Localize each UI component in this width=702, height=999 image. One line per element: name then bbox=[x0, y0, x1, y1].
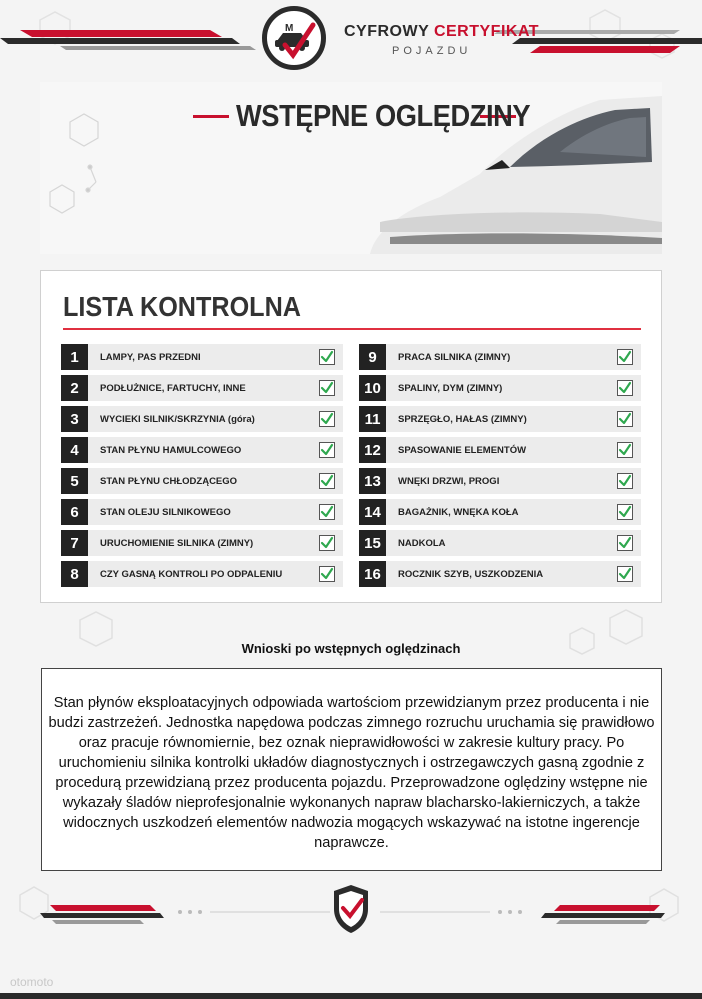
checkbox bbox=[319, 442, 335, 458]
checklist-number: 11 bbox=[359, 406, 386, 432]
checklist-number: 9 bbox=[359, 344, 386, 370]
checklist-row bbox=[61, 437, 343, 463]
checkmark-icon bbox=[320, 567, 334, 581]
checklist-number: 16 bbox=[359, 561, 386, 587]
checklist-column-left bbox=[61, 344, 343, 592]
checklist-row bbox=[61, 499, 343, 525]
checklist-number: 12 bbox=[359, 437, 386, 463]
checkbox bbox=[617, 411, 633, 427]
checklist-label: PRACA SILNIKA (ZIMNY) bbox=[398, 351, 511, 363]
brand-subtitle: POJAZDU bbox=[392, 45, 472, 57]
conclusions-title: Wnioski po wstępnych oględzinach bbox=[241, 641, 461, 656]
checklist-row bbox=[61, 468, 343, 494]
checklist-row bbox=[61, 406, 343, 432]
checklist-label: WYCIEKI SILNIK/SKRZYNIA (góra) bbox=[100, 413, 255, 425]
checklist-number: 3 bbox=[61, 406, 88, 432]
checkmark-icon bbox=[320, 536, 334, 550]
hero-banner bbox=[40, 82, 662, 254]
checkmark-icon bbox=[320, 474, 334, 488]
checklist-number: 4 bbox=[61, 437, 88, 463]
checkmark-icon bbox=[320, 350, 334, 364]
checklist-row bbox=[61, 530, 343, 556]
checkbox bbox=[319, 473, 335, 489]
checklist-label: SPRZĘGŁO, HAŁAS (ZIMNY) bbox=[398, 413, 527, 425]
checklist-column-right bbox=[359, 344, 641, 592]
checklist-label: SPASOWANIE ELEMENTÓW bbox=[398, 444, 527, 456]
checkbox bbox=[617, 535, 633, 551]
checklist-row bbox=[359, 344, 641, 370]
checklist-number: 13 bbox=[359, 468, 386, 494]
checklist-number: 10 bbox=[359, 375, 386, 401]
checkbox bbox=[617, 442, 633, 458]
checklist-label: PODŁUŻNICE, FARTUCHY, INNE bbox=[100, 382, 246, 394]
checklist-label: ROCZNIK SZYB, USZKODZENIA bbox=[398, 568, 544, 580]
header bbox=[0, 0, 702, 80]
checklist-number: 6 bbox=[61, 499, 88, 525]
brand-name-part1: CYFROWY bbox=[344, 23, 429, 40]
checklist-number: 2 bbox=[61, 375, 88, 401]
checklist-row bbox=[359, 499, 641, 525]
checklist-panel bbox=[40, 270, 662, 603]
checkbox bbox=[319, 535, 335, 551]
checklist-number: 14 bbox=[359, 499, 386, 525]
checkmark-icon bbox=[618, 567, 632, 581]
brand-name-part2: CERTYFIKAT bbox=[433, 23, 540, 40]
hex-background bbox=[0, 608, 702, 668]
footer-decoration bbox=[0, 875, 702, 950]
checklist-number: 5 bbox=[61, 468, 88, 494]
checkmark-icon bbox=[320, 412, 334, 426]
checklist-label: LAMPY, PAS PRZEDNI bbox=[100, 351, 201, 363]
checkmark-icon bbox=[618, 412, 632, 426]
checkbox bbox=[319, 411, 335, 427]
checklist-row bbox=[359, 561, 641, 587]
checklist-row bbox=[359, 530, 641, 556]
checklist-row bbox=[359, 406, 641, 432]
checklist-row bbox=[61, 561, 343, 587]
watermark: otomoto bbox=[10, 975, 54, 989]
checkmark-icon bbox=[320, 443, 334, 457]
checklist-row bbox=[61, 344, 343, 370]
checkmark-icon bbox=[320, 381, 334, 395]
checklist-row bbox=[359, 437, 641, 463]
brand-logo bbox=[262, 6, 326, 70]
checklist-rule bbox=[63, 328, 641, 330]
checklist-number: 7 bbox=[61, 530, 88, 556]
checkmark-icon bbox=[618, 443, 632, 457]
checkmark-icon bbox=[320, 505, 334, 519]
checkmark-icon bbox=[618, 536, 632, 550]
bottom-bar bbox=[0, 993, 702, 999]
checklist-number: 8 bbox=[61, 561, 88, 587]
checkmark-icon bbox=[618, 505, 632, 519]
checklist-label: WNĘKI DRZWI, PROGI bbox=[398, 475, 500, 487]
checklist-number: 15 bbox=[359, 530, 386, 556]
brand-name bbox=[344, 23, 539, 41]
checkbox bbox=[319, 380, 335, 396]
checklist-label: CZY GASNĄ KONTROLI PO ODPALENIU bbox=[100, 568, 283, 580]
checklist-title: LISTA KONTROLNA bbox=[63, 291, 301, 322]
checklist-row bbox=[359, 468, 641, 494]
checklist-label: STAN OLEJU SILNIKOWEGO bbox=[100, 506, 231, 518]
footer bbox=[0, 875, 702, 950]
svg-text:M: M bbox=[285, 23, 294, 34]
checklist-label: BAGAŻNIK, WNĘKA KOŁA bbox=[398, 506, 519, 518]
checklist-label: SPALINY, DYM (ZIMNY) bbox=[398, 382, 503, 394]
title-line-left bbox=[193, 115, 229, 118]
checkbox bbox=[617, 566, 633, 582]
checkbox bbox=[617, 380, 633, 396]
checklist-label: NADKOLA bbox=[398, 537, 446, 549]
checklist-label: STAN PŁYNU CHŁODZĄCEGO bbox=[100, 475, 238, 487]
checkbox bbox=[617, 504, 633, 520]
checkbox bbox=[617, 349, 633, 365]
checkbox bbox=[319, 566, 335, 582]
conclusions-box bbox=[41, 668, 662, 871]
page-title: WSTĘPNE OGLĘDZINY bbox=[236, 98, 531, 133]
checklist-label: URUCHOMIENIE SILNIKA (ZIMNY) bbox=[100, 537, 254, 549]
checkmark-icon bbox=[618, 381, 632, 395]
car-check-icon bbox=[267, 11, 321, 65]
checkmark-icon bbox=[618, 350, 632, 364]
checkbox bbox=[319, 349, 335, 365]
checklist-number: 1 bbox=[61, 344, 88, 370]
checkbox bbox=[319, 504, 335, 520]
checklist-row bbox=[61, 375, 343, 401]
checkmark-icon bbox=[618, 474, 632, 488]
checklist-row bbox=[359, 375, 641, 401]
checkbox bbox=[617, 473, 633, 489]
checklist-label: STAN PŁYNU HAMULCOWEGO bbox=[100, 444, 242, 456]
conclusions-text: Stan płynów eksploatacyjnych odpowiada wartościom przewidzianym przez producenta i nie budzi zastrzeżeń. Jednostka napędowa podczas zimnego rozruchu uruchamia się prawidłowo oraz pracuje równomiernie, bez oznak nieprawidłowości w zakresie kultury pracy. Po uruchomieniu silnika kontrolki układów diagnostycznych i ostrzegawczych gasną zgodnie z procedurą przewidzianą przez producenta pojazdu. Przeprowadzone oględziny wstępne nie wykazały śladów nieprofesjonalnie wykonanych napraw blacharsko-lakierniczych, a także widocznych uszkodzeń elementów nadwozia mogących wskazywać na istotne ingerencje naprawcze. bbox=[48, 695, 655, 851]
